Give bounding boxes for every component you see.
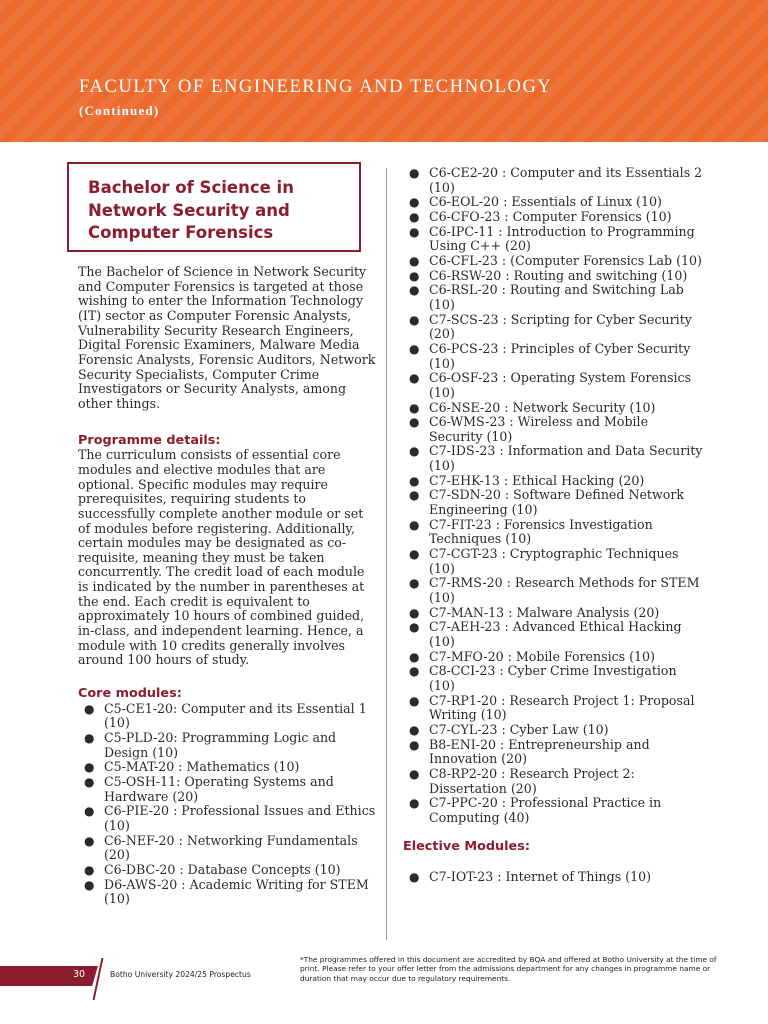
module-label: C6-EOL-20 : Essentials of Linux (10) [429,194,662,210]
programme-details-text: The curriculum consists of essential core modules and elective modules that are optional. Specific modules may require prerequisites, requiring students to successfully complete another module or set of modules before registering. Additionally, certain modules may be designated as co-requisite, meaning they must be taken concurrently. The credit load of each module is indicated by the number in parentheses at the end. Each credit is equivalent to approximately 10 hours of combined guided, in-class, and independent learning. Hence, a module with 10 credits generally involves around 100 hours of study. [78,447,365,668]
elective-modules-list [403,870,703,885]
bullet-icon: ● [409,283,420,298]
bullet-icon: ● [409,649,420,664]
bullet-icon: ● [409,722,420,737]
bullet-icon: ● [409,312,420,327]
module-item [78,731,376,760]
module-label: C6-CFO-23 : Computer Forensics (10) [429,208,672,224]
bullet-icon: ● [409,620,420,635]
module-item [78,878,376,907]
module-label: C7-SCS-23 : Scripting for Cyber Security (20) [429,311,692,342]
module-item [78,804,376,833]
left-column [78,265,376,907]
module-label: D6-AWS-20 : Academic Writing for STEM (10) [104,876,369,907]
bullet-icon: ● [409,870,420,885]
programme-intro: The Bachelor of Science in Network Security and Computer Forensics is targeted at those wishing to enter the Information Technology (IT) sector as Computer Forensic Analysts, Vulnerability Security Research Engineers, Digital Forensic Examiners, Malware Media Forensic Analysts, Forensic Auditors, Network Security Specialists, Computer Crime Investigators or Security Analysts, among other things. [78,264,376,411]
module-item [403,313,703,342]
programme-title-box [67,162,361,252]
module-item [403,225,703,254]
core-modules-list-left [78,702,376,907]
bullet-icon: ● [409,166,420,180]
module-item [403,796,703,825]
bullet-icon: ● [409,796,420,811]
header-banner [0,0,768,142]
bullet-icon: ● [409,209,420,224]
bullet-icon: ● [409,576,420,591]
module-label: C6-DBC-20 : Database Concepts (10) [104,861,341,877]
module-item [403,620,703,649]
bullet-icon: ● [409,737,420,752]
module-item [403,269,703,284]
page-number: 30 [73,969,86,980]
faculty-subtitle: (Continued) [79,103,160,118]
module-label: C6-NEF-20 : Networking Fundamentals (20) [104,832,358,863]
bullet-icon: ● [409,473,420,488]
module-label: C7-RMS-20 : Research Methods for STEM (10) [429,575,700,606]
bullet-icon: ● [84,833,95,848]
module-item [403,650,703,665]
bullet-icon: ● [84,731,95,746]
bullet-icon: ● [409,547,420,562]
module-item [78,834,376,863]
module-item [403,254,703,269]
module-item [403,210,703,225]
module-label: C6-CE2-20 : Computer and its Essentials 2 (10) [429,165,703,195]
module-item [403,767,703,796]
bullet-icon: ● [409,664,420,679]
module-label: C8-CCI-23 : Cyber Crime Investigation (10) [429,663,677,693]
module-label: C6-IPC-11 : Introduction to Programming Using C++ (20) [429,223,695,254]
module-label: C7-FIT-23 : Forensics Investigation Techniques (10) [429,516,653,547]
bullet-icon: ● [84,877,95,892]
module-item [403,694,703,723]
module-item [403,401,703,416]
module-label: C7-EHK-13 : Ethical Hacking (20) [429,472,645,488]
module-item [403,606,703,621]
module-label: C7-RP1-20 : Research Project 1: Proposal Writing (10) [429,692,695,723]
module-item [403,166,703,195]
module-item [78,863,376,878]
bullet-icon: ● [409,415,420,430]
module-item [403,518,703,547]
module-label: C8-RP2-20 : Research Project 2: Dissertation (20) [429,765,635,796]
module-label: C7-CGT-23 : Cryptographic Techniques (10) [429,546,679,576]
module-item [403,415,703,444]
module-item [403,444,703,473]
bullet-icon: ● [409,488,420,503]
module-label: C6-NSE-20 : Network Security (10) [429,399,656,415]
module-item [403,664,703,693]
module-item [403,195,703,210]
module-item [403,488,703,517]
core-modules-heading: Core modules: [78,686,182,702]
module-label: C7-PPC-20 : Professional Practice in Computing (40) [429,795,662,825]
module-item [403,738,703,767]
module-label: C7-IOT-23 : Internet of Things (10) [429,869,652,885]
faculty-title: FACULTY OF ENGINEERING AND TECHNOLOGY [79,77,553,97]
module-label: C6-RSL-20 : Routing and Switching Lab (10) [429,282,684,312]
accreditation-note: *The programmes offered in this document are accredited by BQA and offered at Botho University at the time of print. Please refer to your offer letter from the admissions department for any changes in programme name or duration that may occur due to regulatory requirements. [300,955,717,983]
bullet-icon: ● [84,804,95,819]
bullet-icon: ● [409,224,420,239]
core-modules-list-right [403,166,703,826]
bullet-icon: ● [409,195,420,210]
module-label: C5-MAT-20 : Mathematics (10) [104,759,300,775]
module-label: C6-CFL-23 : (Computer Forensics Lab (10) [429,252,702,268]
bullet-icon: ● [409,341,420,356]
module-label: C6-PCS-23 : Principles of Cyber Security (10) [429,340,691,371]
elective-modules-heading: Elective Modules: [403,838,530,854]
column-divider [386,168,387,940]
bullet-icon: ● [84,775,95,789]
publication-name: Botho University 2024/25 Prospectus [110,970,251,979]
bullet-icon: ● [409,605,420,620]
module-label: C6-WMS-23 : Wireless and Mobile Security (10) [429,414,649,444]
module-label: C5-OSH-11: Operating Systems and Hardware (20) [104,774,334,804]
module-item [403,371,703,400]
module-item [403,474,703,489]
bullet-icon: ● [409,517,420,532]
bullet-icon: ● [84,701,95,716]
bullet-icon: ● [409,253,420,268]
module-label: C7-IDS-23 : Information and Data Security (10) [429,443,703,474]
module-label: C7-CYL-23 : Cyber Law (10) [429,721,609,737]
bullet-icon: ● [84,862,95,877]
module-label: C7-SDN-20 : Software Defined Network Engineering (10) [429,487,684,518]
module-item [78,775,376,804]
module-item [403,723,703,738]
module-item [403,342,703,371]
module-label: B8-ENI-20 : Entrepreneurship and Innovation (20) [429,736,650,767]
bullet-icon: ● [84,760,95,775]
module-label: C6-RSW-20 : Routing and switching (10) [429,267,688,283]
right-column [403,166,703,885]
module-item [403,283,703,312]
bullet-icon: ● [409,400,420,415]
bullet-icon: ● [409,268,420,283]
module-label: C7-MAN-13 : Malware Analysis (20) [429,604,660,620]
module-label: C5-CE1-20: Computer and its Essential 1 (10) [104,700,367,731]
programme-details-heading: Programme details: [78,432,221,448]
bullet-icon: ● [409,693,420,708]
module-item [403,870,703,885]
module-item [403,547,703,576]
module-label: C6-OSF-23 : Operating System Forensics (10) [429,370,692,400]
module-item [403,576,703,605]
bullet-icon: ● [409,371,420,386]
module-label: C6-PIE-20 : Professional Issues and Ethics (10) [104,803,376,833]
programme-title: Bachelor of Science in Network Security and Computer Forensics [88,178,294,242]
bullet-icon: ● [409,766,420,781]
bullet-icon: ● [409,444,420,459]
module-label: C7-AEH-23 : Advanced Ethical Hacking (10) [429,619,682,649]
module-label: C5-PLD-20: Programming Logic and Design (10) [104,730,337,760]
module-label: C7-MFO-20 : Mobile Forensics (10) [429,648,655,664]
module-item [78,760,376,775]
module-item [78,702,376,731]
